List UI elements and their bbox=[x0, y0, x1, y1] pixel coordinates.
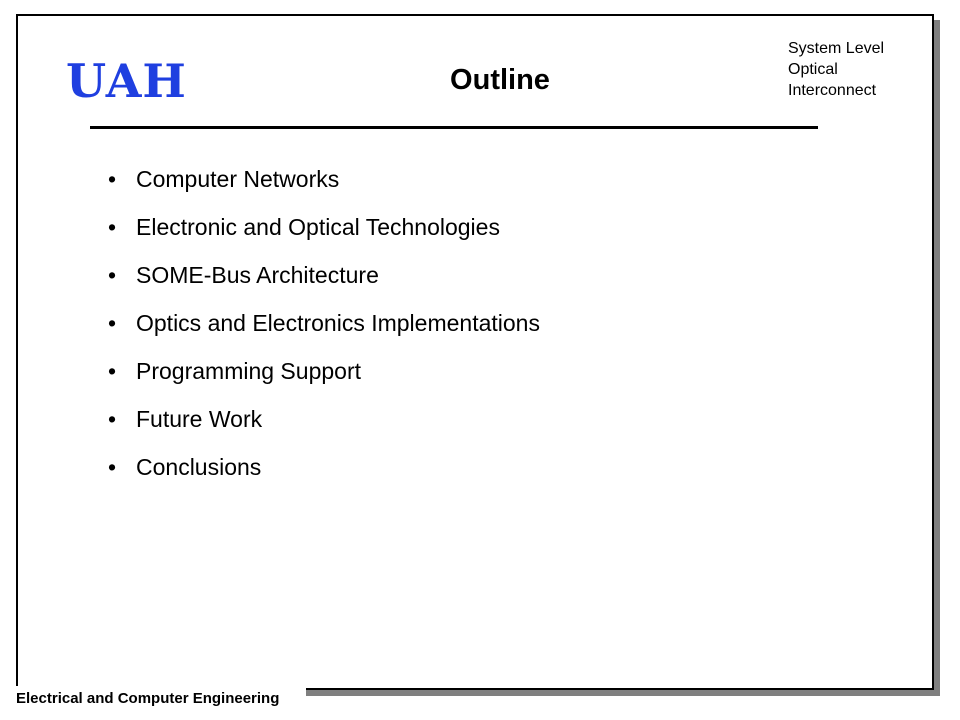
list-item bbox=[108, 258, 540, 306]
list-item bbox=[108, 402, 540, 450]
footer-department: Electrical and Computer Engineering bbox=[14, 686, 306, 712]
list-item-label: Future Work bbox=[136, 406, 263, 432]
topic-line: System Level bbox=[788, 40, 885, 57]
list-item-label: Electronic and Optical Technologies bbox=[136, 214, 500, 240]
bullet-icon: • bbox=[108, 310, 117, 336]
list-item bbox=[108, 162, 540, 210]
bullet-icon: • bbox=[108, 406, 117, 432]
uah-logo: UAH bbox=[66, 54, 187, 108]
outline-list bbox=[108, 162, 540, 498]
list-item-label: SOME-Bus Architecture bbox=[136, 262, 379, 288]
bullet-icon: • bbox=[108, 166, 117, 192]
list-item bbox=[108, 450, 540, 498]
bullet-icon: • bbox=[108, 214, 117, 240]
list-item-label: Conclusions bbox=[136, 454, 262, 480]
bullet-icon: • bbox=[108, 454, 117, 480]
list-item bbox=[108, 306, 540, 354]
topic-line: Interconnect bbox=[788, 82, 877, 99]
topic-line: Optical bbox=[788, 61, 838, 78]
header-divider bbox=[90, 126, 818, 129]
slide-title: Outline bbox=[450, 64, 550, 96]
bullet-icon: • bbox=[108, 262, 117, 288]
list-item-label: Programming Support bbox=[136, 358, 361, 384]
list-item-label: Optics and Electronics Implementations bbox=[136, 310, 540, 336]
topic-label bbox=[788, 38, 928, 101]
list-item bbox=[108, 354, 540, 402]
list-item bbox=[108, 210, 540, 258]
list-item-label: Computer Networks bbox=[136, 166, 340, 192]
bullet-icon: • bbox=[108, 358, 117, 384]
